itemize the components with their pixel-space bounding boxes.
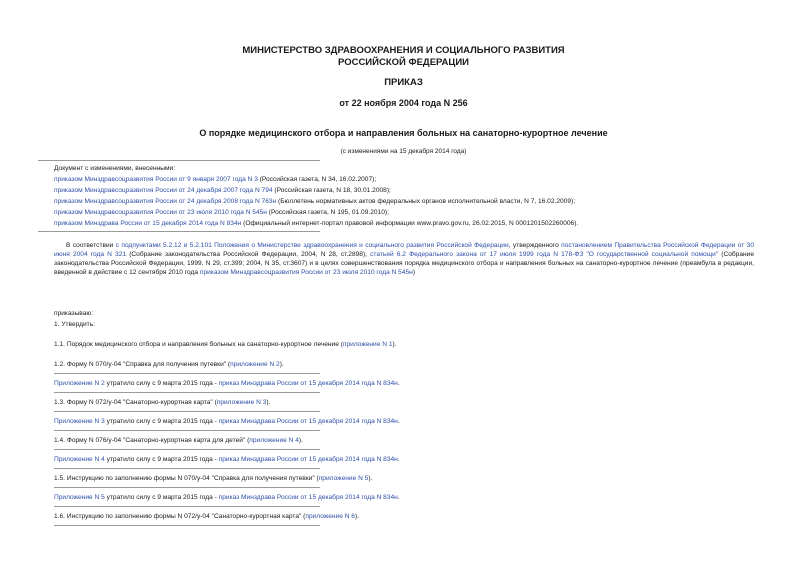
preamble-paragraph: В соответствии с подпунктами 5.2.12 и 5.2.101 Положения о Министерстве здравоохранения и социального развития Российской Федерации, утвержденного постановлением Правительства Российской Федерации от 30 июня 2004 года N 321 (Собрание законодательства Российской Федерации, 2004, N 28, ст.2898), статьей 6.2 Федерального закона от 17 июля 1999 года N 178-ФЗ "О государственной социальной помощи" (Собрание законодательства Российской Федерации, 1999, N 29, ст.399; 2004, N 35, ст.3607) и в целях совершенствования порядка медицинского отбора и направления больных на санаторно-курортное лечение (преамбула в редакции, введенной в действие с 12 сентября 2010 года приказом Минздравсоцразвития России от 23 июля 2010 года N 545н) — [54, 242, 754, 276]
amendment-item: приказом Минздрава России от 15 декабря 2014 года N 834н (Официальный интернет-портал правовой информации www.pravo.gov.ru, 26.02.2015, N 0001201502260006). — [54, 220, 579, 227]
order-item: 1.2. Форму N 070/у-04 "Справка для получения путевки" (приложение N 2). — [54, 361, 284, 368]
order-link[interactable]: приказ Минздрава России от 15 декабря 2014 года N 834н — [218, 418, 398, 425]
ministry-line-1: МИНИСТЕРСТВО ЗДРАВООХРАНЕНИЯ И СОЦИАЛЬНОГО РАЗВИТИЯ — [242, 45, 565, 56]
doc-title: О порядке медицинского отбора и направления больных на санаторно-курортное лечение — [199, 128, 608, 138]
order-item: 1.1. Порядок медицинского отбора и направления больных на санаторно-курортное лечение (приложение N 1). — [54, 341, 397, 348]
divider — [54, 506, 320, 507]
amendment-item: приказом Минздравсоцразвития России от 23 июля 2010 года N 545н (Российская газета, N 195, 01.09.2010); — [54, 209, 389, 216]
order-link[interactable]: приказ Минздрава России от 15 декабря 2014 года N 834н — [218, 494, 398, 501]
divider — [54, 525, 320, 526]
preamble-link[interactable]: приказом Минздравсоцразвития России от 23 июля 2010 года N 545н — [199, 269, 413, 276]
amendment-item: приказом Минздравсоцразвития России от 9 января 2007 года N 3 (Российская газета, N 34, 16.02.2007); — [54, 176, 377, 183]
order-item: 1.4. Форму N 076/у-04 "Санаторно-курортная карта для детей" (приложение N 4). — [54, 437, 303, 444]
preamble-link[interactable]: с подпунктами 5.2.12 и 5.2.101 Положения о Министерстве здравоохранения и социального развития Российской Федерации — [115, 242, 509, 249]
divider — [54, 373, 320, 374]
order-link[interactable]: приказ Минздрава России от 15 декабря 2014 года N 834н — [218, 456, 398, 463]
divider — [38, 231, 320, 232]
amendment-link[interactable]: приказом Минздравсоцразвития России от 24 декабря 2007 года N 794 — [54, 187, 273, 194]
order-item: 1.6. Инструкцию по заполнению формы N 072/у-04 "Санаторно-курортная карта" (приложение N 6). — [54, 513, 360, 520]
divider — [54, 392, 320, 393]
repeal-note: Приложение N 2 утратило силу с 9 марта 2015 года - приказ Минздрава России от 15 декабря 2014 года N 834н. — [54, 380, 400, 387]
doc-date: от 22 ноября 2004 года N 256 — [339, 98, 468, 108]
preamble-link[interactable]: статьей 6.2 Федерального закона от 17 июля 1999 года N 178-ФЗ "О государственной социальной помощи" — [370, 251, 719, 258]
appendix-link[interactable]: Приложение N 2 — [54, 380, 105, 387]
repeal-note: Приложение N 4 утратило силу с 9 марта 2015 года - приказ Минздрава России от 15 декабря 2014 года N 834н. — [54, 456, 400, 463]
amendment-link[interactable]: приказом Минздравсоцразвития России от 24 декабря 2008 года N 763н — [54, 198, 277, 205]
order-item: 1.5. Инструкцию по заполнению формы N 070/у-04 "Справка для получения путевки" (приложение N 5). — [54, 475, 373, 482]
appendix-link[interactable]: приложение N 4 — [249, 437, 299, 444]
amendment-link[interactable]: приказом Минздрава России от 15 декабря 2014 года N 834н — [54, 220, 242, 227]
divider — [54, 468, 320, 469]
divider — [54, 411, 320, 412]
repeal-note: Приложение N 5 утратило силу с 9 марта 2015 года - приказ Минздрава России от 15 декабря 2014 года N 834н. — [54, 494, 400, 501]
appendix-link[interactable]: приложение N 6 — [305, 513, 355, 520]
appendix-link[interactable]: Приложение N 3 — [54, 418, 105, 425]
order-item: 1.3. Форму N 072/у-04 "Санаторно-курортная карта" (приложение N 3). — [54, 399, 271, 406]
approve-line: 1. Утвердить: — [54, 321, 95, 328]
appendix-link[interactable]: Приложение N 5 — [54, 494, 105, 501]
appendix-link[interactable]: приложение N 2 — [230, 361, 280, 368]
repeal-note: Приложение N 3 утратило силу с 9 марта 2015 года - приказ Минздрава России от 15 декабря 2014 года N 834н. — [54, 418, 400, 425]
appendix-link[interactable]: приложение N 5 — [318, 475, 369, 482]
changes-note: (с изменениями на 15 декабря 2014 года) — [340, 148, 467, 155]
divider — [54, 430, 320, 431]
amendment-item: приказом Минздравсоцразвития России от 24 декабря 2008 года N 763н (Бюллетень нормативных актов федеральных органов исполнительной власти, N 7, 16.02.2009); — [54, 198, 576, 205]
doc-type: ПРИКАЗ — [384, 77, 423, 88]
amendment-item: приказом Минздравсоцразвития России от 24 декабря 2007 года N 794 (Российская газета, N 18, 30.01.2008); — [54, 187, 391, 194]
appendix-link[interactable]: приложение N 3 — [216, 399, 267, 406]
divider — [54, 449, 320, 450]
amendments-intro: Документ с изменениями, внесенными: — [54, 165, 176, 172]
appendix-link[interactable]: Приложение N 4 — [54, 456, 105, 463]
divider — [54, 487, 320, 488]
order-link[interactable]: приказ Минздрава России от 15 декабря 2014 года N 834н — [218, 380, 398, 387]
ministry-line-2: РОССИЙСКОЙ ФЕДЕРАЦИИ — [337, 57, 469, 68]
appendix-link[interactable]: приложение N 1 — [342, 341, 393, 348]
amendment-link[interactable]: приказом Минздравсоцразвития России от 23 июля 2010 года N 545н — [54, 209, 267, 216]
divider — [38, 160, 320, 161]
amendment-link[interactable]: приказом Минздравсоцразвития России от 9 января 2007 года N 3 — [54, 176, 258, 183]
preamble-link[interactable]: постановлением Правительства Российской Федерации от 30 июня 2004 года N 321 — [54, 242, 754, 258]
orders-word: приказываю: — [54, 310, 94, 317]
